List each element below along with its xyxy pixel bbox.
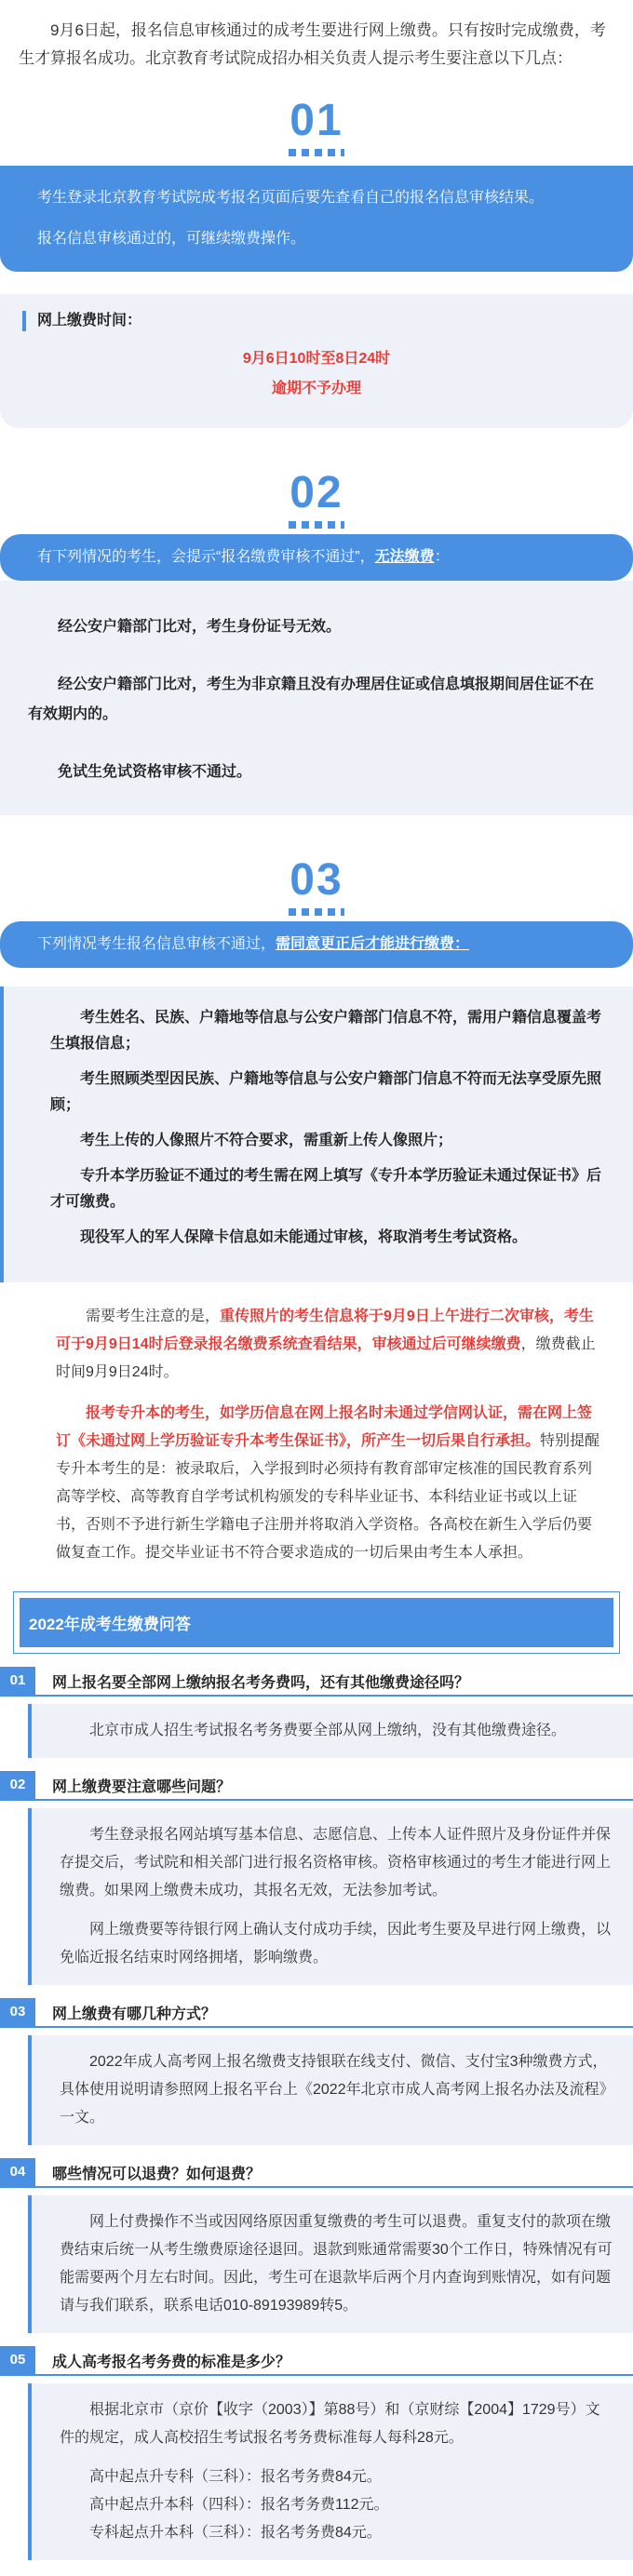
section3-item: 考生上传的人像照片不符合要求，需重新上传人像照片； (80, 1133, 453, 1148)
section2-band-text: 有下列情况的考生，会提示“报名缴费审核不通过”， (37, 549, 375, 565)
number-underline (289, 908, 344, 916)
fee-time-box (0, 294, 633, 428)
section3-band (0, 921, 633, 968)
intro-paragraph: 9月6日起，报名信息审核通过的成考生要进行网上缴费。只有按时完成缴费，考生才算报名成功。北京教育考试院成招办相关负责人提示考生要注意以下几点： (19, 21, 606, 67)
faq-answer (28, 1704, 633, 1758)
faq-answer-text: 网上缴费要等待银行网上确认支付成功手续，因此考生要及早进行网上缴费，以免临近报名结束时网络拥堵，影响缴费。 (60, 1922, 612, 1966)
note1-red: 重传照片的考生信息将于9月9日上午进行二次审核，考生可于9月9日14时后登录报名缴费系统查看结果，审核通过后可继续缴费 (56, 1308, 594, 1352)
faq-answer (28, 2383, 633, 2560)
faq-question: 成人高考报名考务费的标准是多少？ (52, 2354, 291, 2370)
fee-standard-line: 高中起点升专科（三科）：报名考务费84元。 (89, 2469, 382, 2485)
faq-number: 02 (0, 1771, 35, 1799)
faq-question: 网上缴费有哪几种方式？ (52, 2006, 217, 2022)
faq-question-row (0, 2158, 633, 2188)
section1-text-2: 报名信息审核通过的，可继续缴费操作。 (37, 231, 306, 247)
section1-panel (0, 166, 633, 272)
section-number: 02 (290, 468, 343, 517)
faq-answer-text: 根据北京市（京价【收字（2003）】第88号）和（京财综【2004】1729号）文件的规定，成人高校招生考试报名考务费标准每人每科28元。 (60, 2402, 600, 2446)
faq-title-frame (13, 1591, 620, 1654)
faq-answer-text: 网上付费操作不当或因网络原因重复缴费的考生可以退费。重复支付的款项在缴费结束后统一从考生缴费原途径退回。退款到账通常需要30个工作日，特殊情况有可能需要两个月左右时间。因此，考生可在退款毕后两个月内查询到账情况，如有问题请与我们联系，联系电话010-89193989转5。 (60, 2214, 613, 2314)
section-number: 01 (290, 96, 343, 145)
faq-answer-text: 北京市成人招生考试报名考务费要全部从网上缴纳，没有其他缴费途径。 (89, 1723, 567, 1738)
section3-band-strong: 需同意更正后才能进行缴费： (276, 936, 470, 952)
faq-question-row (0, 1998, 633, 2028)
section3-item: 考生照顾类型因民族、户籍地等信息与公安户籍部门信息不符而无法享受原先照顾； (50, 1071, 602, 1113)
faq-answer (28, 1808, 633, 1985)
section3-list (0, 986, 633, 1282)
faq-question: 网上缴费要注意哪些问题？ (52, 1778, 232, 1795)
section3-note-2 (0, 1400, 633, 1567)
fee-time-label: 网上缴费时间： (22, 311, 611, 331)
number-underline (289, 521, 344, 529)
faq-question: 网上报名要全部网上缴纳报名考务费吗，还有其他缴费途径吗？ (52, 1674, 470, 1691)
faq-number: 04 (0, 2158, 35, 2186)
faq-question-row (0, 1667, 633, 1697)
section2-list (0, 581, 633, 815)
fee-standard-line: 高中起点升本科（四科）：报名考务费112元。 (89, 2497, 389, 2513)
faq-number: 05 (0, 2346, 35, 2374)
faq-item-04 (0, 2158, 633, 2333)
note1-post: ，缴费截止时间9月9日24时。 (56, 1336, 596, 1380)
section3-item: 现役军人的军人保障卡信息如未能通过审核，将取消考生考试资格。 (80, 1229, 528, 1245)
section2-item: 免试生免试资格审核不通过。 (58, 764, 252, 780)
faq-question-row (0, 2346, 633, 2376)
section3-item: 专升本学历验证不通过的考生需在网上填写《专升本学历验证未通过保证书》后才可缴费。 (50, 1168, 602, 1210)
note1-pre: 需要考生注意的是， (86, 1308, 221, 1324)
section2-item: 经公安户籍部门比对，考生身份证号无效。 (58, 619, 342, 635)
section2-band (0, 534, 633, 581)
section2-band-strong: 无法缴费 (374, 549, 435, 565)
section3-item: 考生姓名、民族、户籍地等信息与公安户籍部门信息不符，需用户籍信息覆盖考生填报信息； (50, 1010, 602, 1052)
section-number-03 (0, 852, 633, 916)
faq-number: 01 (0, 1667, 35, 1695)
faq-number: 03 (0, 1998, 35, 2026)
fee-time-note: 逾期不予办理 (271, 381, 361, 396)
faq-item-01 (0, 1667, 633, 1758)
section3-note-1 (0, 1303, 633, 1387)
section2-band-end: ： (434, 549, 450, 565)
note2-post: 特别提醒专升本考生的是：被录取后，入学报到时必须持有教育部审定核准的国民教育系列高等学校、高等教育自学考试机构颁发的专科毕业证书、本科结业证书或以上证书，否则不予进行新生学籍电子注册并将取消入学资格。各高校在新生入学后仍要做复查工作。提交毕业证书不符合要求造成的一切后果由考生本人承担。 (56, 1433, 600, 1561)
fee-standard-line: 专科起点升本科（三科）：报名考务费84元。 (89, 2525, 382, 2541)
section1-text-1: 考生登录北京教育考试院成考报名页面后要先查看自己的报名信息审核结果。 (37, 190, 545, 206)
section-number-01 (0, 93, 633, 156)
faq-item-03 (0, 1998, 633, 2145)
section-number: 03 (290, 855, 343, 905)
fee-time-range: 9月6日10时至8日24时 (242, 351, 391, 367)
faq-title: 2022年成考生缴费问答 (20, 1598, 613, 1647)
number-underline (289, 149, 344, 156)
faq-answer-text: 考生登录报名网站填写基本信息、志愿信息、上传本人证件照片及身份证件并保存提交后，考试院和相关部门进行报名资格审核。资格审核通过的考生才能进行网上缴费。如果网上缴费未成功，其报名无效，无法参加考试。 (60, 1827, 612, 1898)
faq-item-02 (0, 1771, 633, 1985)
section2-item: 经公安户籍部门比对，考生为非京籍且没有办理居住证或信息填报期间居住证不在有效期内的。 (28, 677, 595, 722)
note2-red: 报考专升本的考生，如学历信息在网上报名时未通过学信网认证，需在网上签订《未通过网上学历验证专升本考生保证书》，所产生一切后果自行承担。 (56, 1405, 593, 1449)
faq-answer (28, 2195, 633, 2333)
faq-question: 哪些情况可以退费？如何退费？ (52, 2166, 262, 2182)
faq-answer (28, 2035, 633, 2145)
faq-item-05 (0, 2346, 633, 2560)
faq-question-row (0, 1771, 633, 1801)
faq-answer-text: 2022年成人高考网上报名缴费支持银联在线支付、微信、支付宝3种缴费方式，具体使用说明请参照网上报名平台上《2022年北京市成人高考网上报名办法及流程》一文。 (60, 2054, 608, 2126)
section3-band-text: 下列情况考生报名信息审核不通过， (37, 936, 276, 952)
section-number-02 (0, 465, 633, 529)
